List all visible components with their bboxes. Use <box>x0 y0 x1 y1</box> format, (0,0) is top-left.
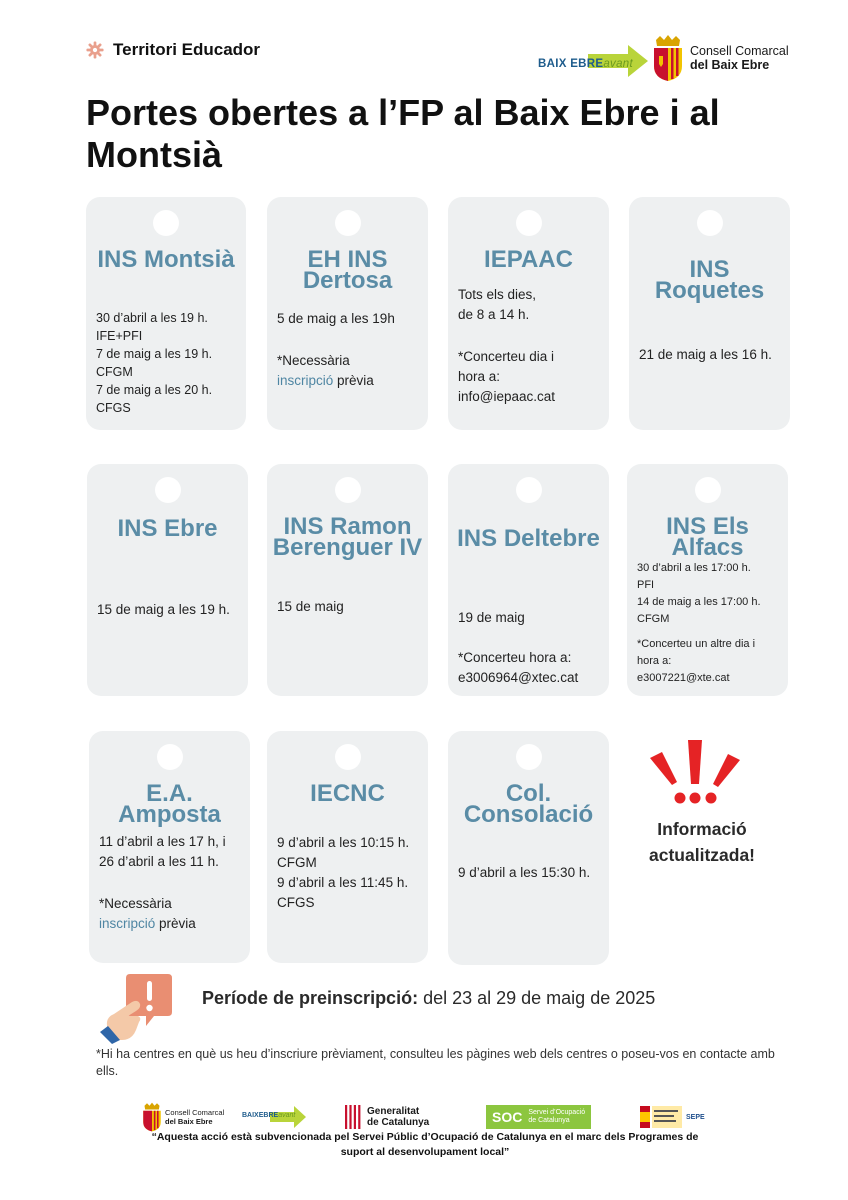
card-eh-ins-dertosa <box>267 197 428 430</box>
page-title: Portes obertes a l’FP al Baix Ebre i al Montsià <box>86 92 720 175</box>
card-ins-montsia <box>86 197 246 430</box>
card-ins-ramon-berenguer-iv <box>267 464 428 696</box>
card-title: INS Ramon Berenguer IV <box>272 513 423 561</box>
card-note: *Concerteu un altre dia i hora a: e3007221@xte.cat <box>637 636 780 687</box>
card-title: IEPAAC <box>484 246 573 273</box>
preinscription-label: Període de preinscripció: <box>202 988 419 1008</box>
card-title: Col. Consolació <box>463 780 594 828</box>
card-ins-els-alfacs <box>627 464 788 696</box>
brand-name: Territori Educador <box>113 40 261 59</box>
card-schedule: 5 de maig a les 19h <box>277 311 395 326</box>
card-note: *Concerteu dia i hora a: info@iepaac.cat <box>458 347 601 407</box>
card-title: INS Montsià <box>97 246 235 273</box>
bea-part3: avant <box>603 58 633 70</box>
card-schedule: 9 d’abril a les 10:15 h. CFGM 9 d’abril a les 11:45 h. CFGS <box>277 835 410 910</box>
footer-soc-logo: SOC Servei d’Ocupació de Catalunya <box>486 1102 591 1132</box>
hand-pointer-icon <box>98 974 174 1044</box>
preinscription-dates: del 23 al 29 de maig de 2025 <box>423 988 656 1008</box>
card-title: IECNC <box>310 780 385 807</box>
card-hole <box>157 744 183 770</box>
card-schedule: 11 d’abril a les 17 h, i 26 d’abril a les 11 h. <box>99 834 226 869</box>
consell-comarcal-logo <box>652 34 789 82</box>
footer-logos <box>142 1102 722 1132</box>
card-hole <box>516 477 542 503</box>
footer-sepe-logo: SEPE <box>640 1102 705 1132</box>
bea-part2: EBRE <box>570 58 604 70</box>
card-hole <box>155 477 181 503</box>
funding-disclaimer: “Aquesta acció està subvencionada pel Servei Públic d’Ocupació de Catalunya en el marc dels Programes de suport al desenvolupament local” <box>151 1131 699 1158</box>
footer-bea-logo: BAIXEBREavant <box>242 1102 308 1132</box>
card-iecnc <box>267 731 428 963</box>
gear-icon <box>86 41 104 59</box>
preinscription-period <box>202 988 655 1009</box>
ccbe-line2: del Baix Ebre <box>690 58 770 72</box>
inscription-link[interactable]: inscripció <box>99 916 156 931</box>
card-hole <box>695 477 721 503</box>
card-iepaac <box>448 197 609 430</box>
card-hole <box>697 210 723 236</box>
email-link[interactable]: e3006964@xtec.cat <box>458 670 579 685</box>
card-hole <box>335 477 361 503</box>
card-ins-roquetes <box>629 197 790 430</box>
footer-ccbe-logo: Consell Comarcal del Baix Ebre <box>142 1102 224 1132</box>
card-note: *Concerteu hora a: e3006964@xtec.cat <box>458 648 601 688</box>
coat-of-arms-icon <box>142 1102 162 1132</box>
card-note: *Necessària inscripció prèvia <box>99 896 196 931</box>
card-title: EH INS Dertosa <box>302 246 393 294</box>
ccbe-line1: Consell Comarcal <box>690 44 789 58</box>
card-schedule: 15 de maig <box>277 599 344 614</box>
card-schedule: 21 de maig a les 16 h. <box>639 347 772 362</box>
coat-of-arms-icon <box>652 34 684 82</box>
inscription-link[interactable]: inscripció <box>277 373 334 388</box>
card-ins-deltebre <box>448 464 609 696</box>
card-note: *Necessària inscripció prèvia <box>277 353 374 388</box>
card-title: INS Els Alfacs <box>666 513 749 561</box>
card-title: INS Ebre <box>117 515 218 542</box>
card-title: E.A. Amposta <box>118 780 221 828</box>
card-schedule: Tots els dies, de 8 a 14 h. <box>458 287 537 322</box>
card-schedule: 9 d’abril a les 15:30 h. <box>458 865 591 880</box>
card-ea-amposta <box>89 731 250 963</box>
card-ins-ebre <box>87 464 248 696</box>
exclamation-icon <box>644 738 744 808</box>
senyera-icon <box>344 1105 362 1129</box>
card-hole <box>335 210 361 236</box>
email-link[interactable]: info@iepaac.cat <box>458 389 556 404</box>
footer-gencat-logo: Generalitat de Catalunya <box>344 1102 429 1132</box>
bea-part1: BAIX <box>538 58 567 70</box>
card-col-consolacio <box>448 731 609 965</box>
card-schedule: 19 de maig <box>458 610 525 625</box>
card-schedule: 15 de maig a les 19 h. <box>97 602 230 617</box>
card-hole <box>335 744 361 770</box>
updated-info-notice: Informació actualitzada! <box>649 819 755 865</box>
footnote: *Hi ha centres en què us heu d’inscriure prèviament, consulteu les pàgines web dels centres o poseu-vos en contacte amb ells. <box>96 1047 775 1078</box>
email-link[interactable]: e3007221@xte.cat <box>637 672 730 684</box>
card-schedule: 30 d’abril a les 17:00 h. PFI 14 de maig a les 17:00 h. CFGM <box>637 562 761 625</box>
brand <box>86 40 260 60</box>
card-schedule: 30 d’abril a les 19 h. IFE+PFI 7 de maig a les 19 h. CFGM 7 de maig a les 20 h. CFGS <box>96 311 213 415</box>
card-title: INS Roquetes <box>654 256 765 304</box>
card-title: INS Deltebre <box>457 525 600 552</box>
card-hole <box>153 210 179 236</box>
baix-ebre-avant-logo <box>536 41 650 81</box>
card-hole <box>516 210 542 236</box>
card-hole <box>516 744 542 770</box>
